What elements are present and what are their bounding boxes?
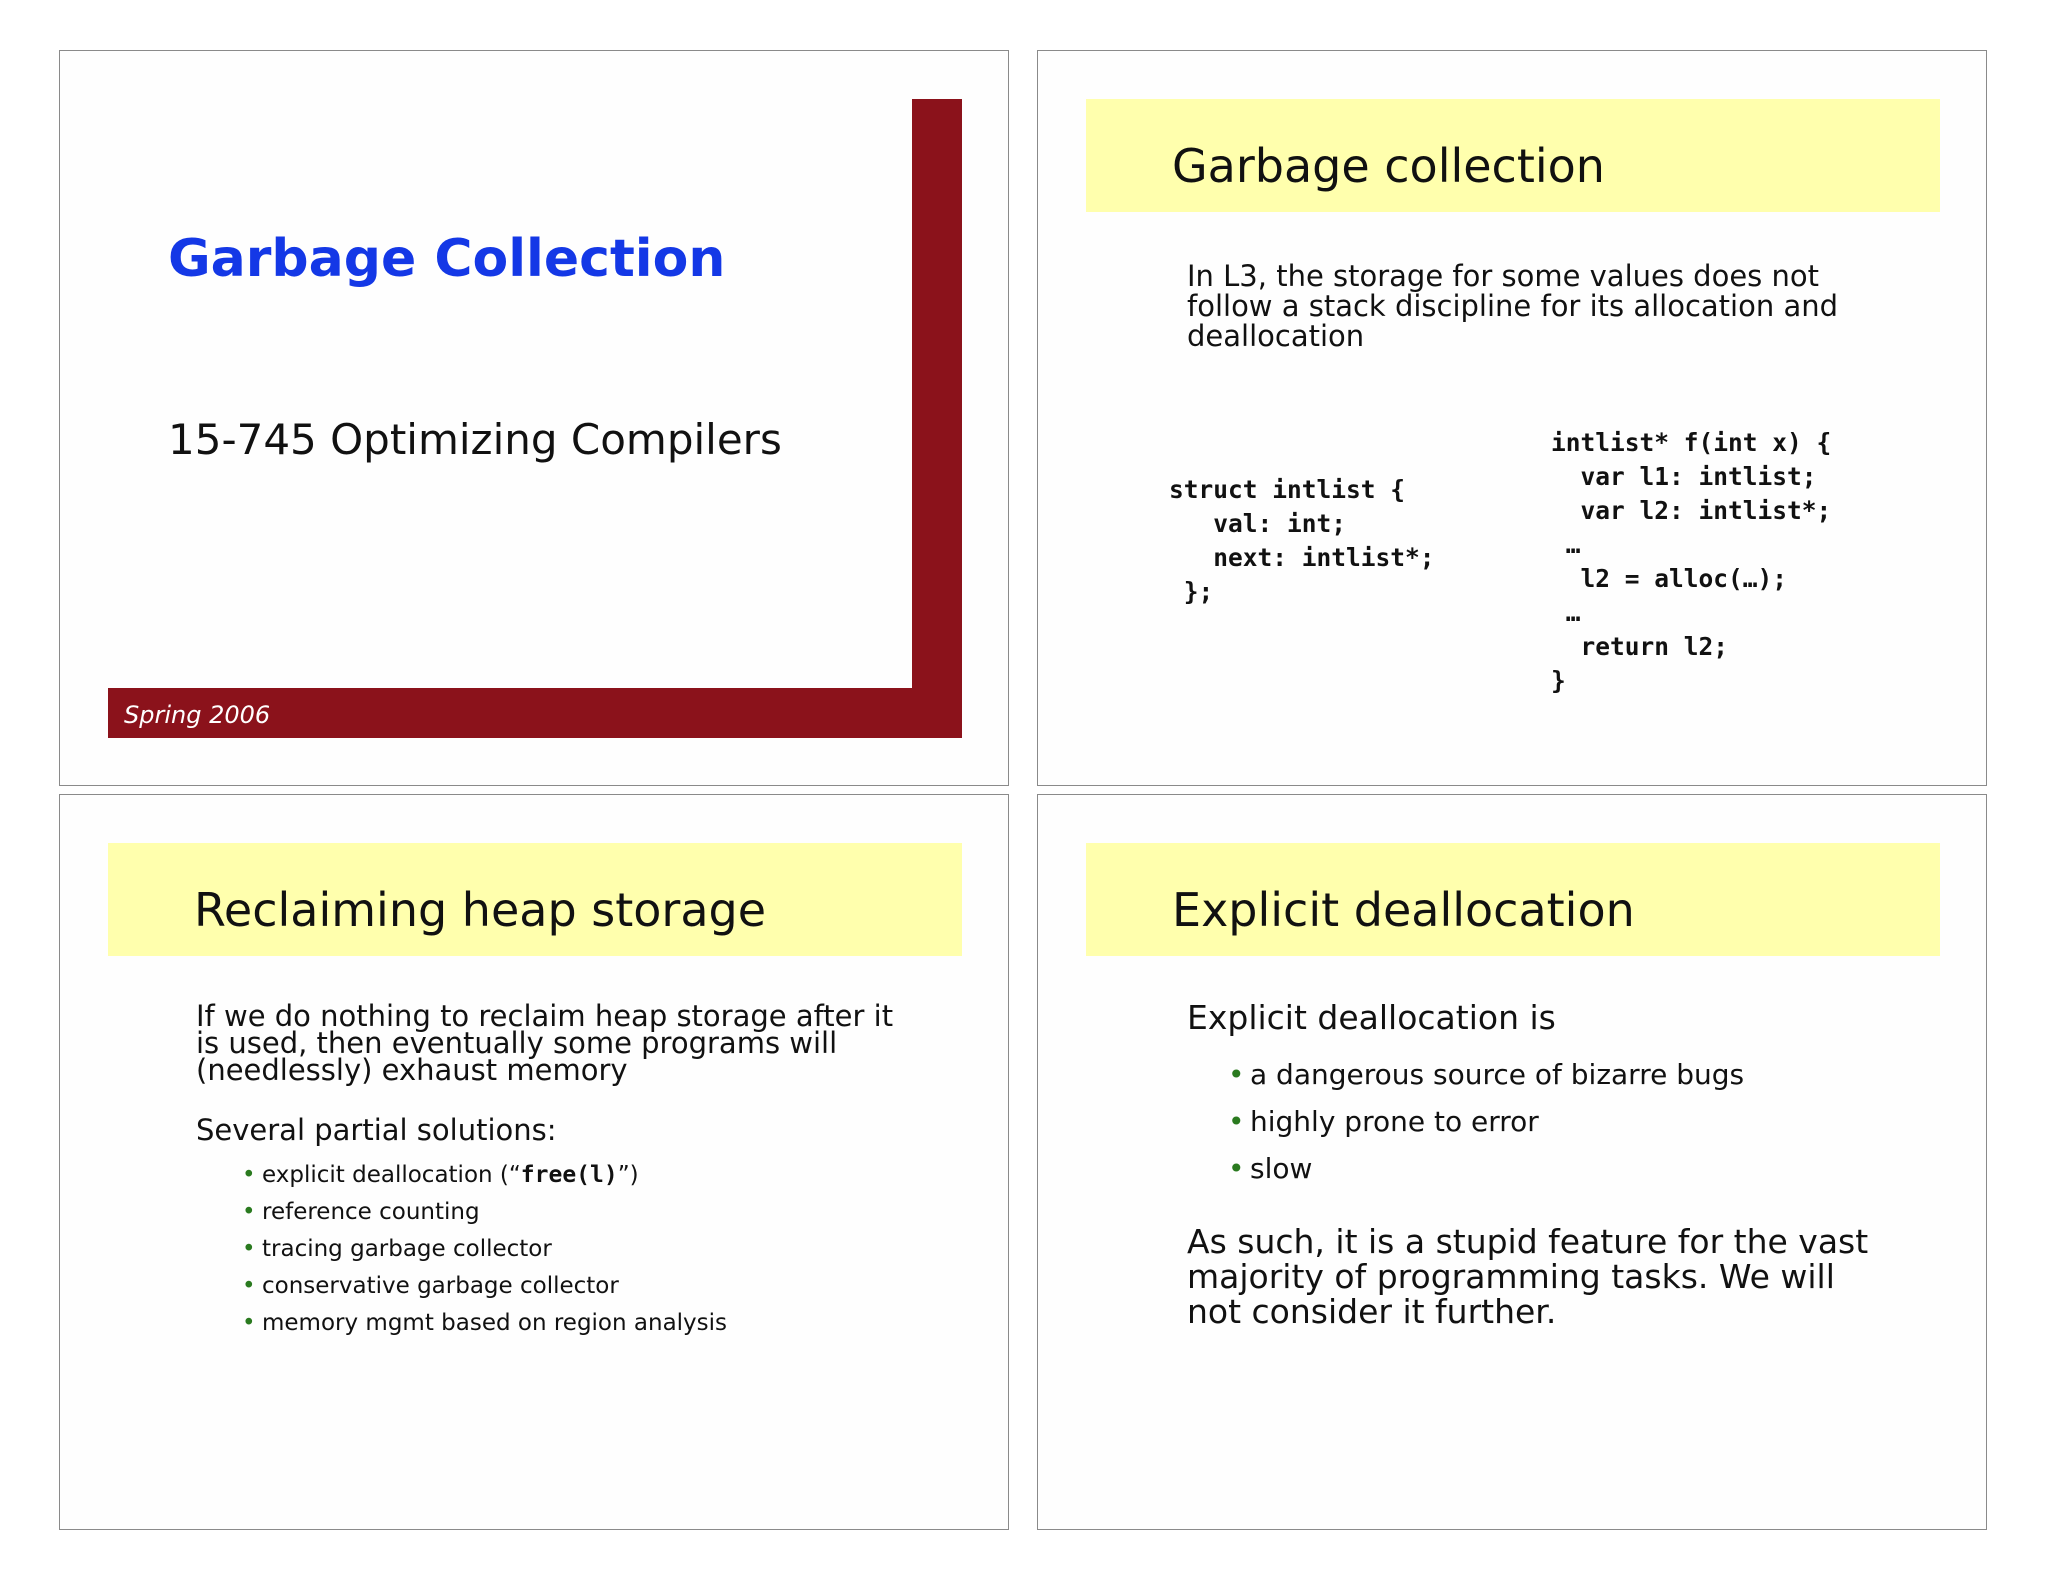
slide-main-title: Garbage Collection [168,229,726,289]
slide-title-band [108,843,962,956]
code-line: var l2: intlist*; [1551,496,1832,525]
bullet-icon: • [1228,1105,1245,1138]
inline-code: free(l) [520,1162,618,1188]
code-line: }; [1169,577,1214,606]
bullet-icon: • [1228,1058,1245,1091]
bullet-icon: • [242,1310,256,1336]
code-struct-block [1169,473,1435,609]
solutions-list-rest [242,1199,727,1347]
slide-title-band [1086,99,1940,212]
slide-title-band [1086,843,1940,956]
decorative-red-bar-vertical [912,99,962,738]
slide-subtitle: 15-745 Optimizing Compilers [168,415,782,464]
slide-garbage-collection [1037,50,1987,786]
code-line: … [1551,530,1581,559]
list-item [242,1236,727,1273]
slide-heading: Reclaiming heap storage [194,883,767,937]
slide-body-text: If we do nothing to reclaim heap storage after it is used, then eventually some programs will (needlessly) exhaust memory [196,999,894,1087]
code-line: val: int; [1169,509,1347,538]
list-item-text: memory mgmt based on region analysis [262,1310,728,1336]
code-function-block [1551,426,1831,698]
solutions-list [242,1162,639,1199]
bullet-icon: • [242,1162,256,1188]
explicit-dealloc-list [1228,1058,1744,1199]
list-item-text: conservative garbage collector [262,1273,619,1299]
list-item: • explicit deallocation (“free(l)”) [242,1162,639,1188]
bullet-icon: • [242,1199,256,1225]
list-item-text: highly prone to error [1250,1105,1539,1138]
bullet-icon: • [242,1236,256,1262]
slide-title [59,50,1009,786]
slide-heading: Explicit deallocation [1172,883,1635,937]
slide-heading: Garbage collection [1172,139,1605,193]
list-item [1228,1105,1744,1152]
code-line: next: intlist*; [1169,543,1435,572]
code-line: return l2; [1551,632,1729,661]
list-item [242,1310,727,1347]
code-line: l2 = alloc(…); [1551,564,1788,593]
list-item-text: reference counting [262,1199,480,1225]
slide-subheading: Several partial solutions: [196,1113,557,1147]
slide-footer-date: Spring 2006 [124,701,271,729]
bullet-icon: • [1228,1152,1245,1185]
list-item-text: a dangerous source of bizarre bugs [1250,1058,1745,1091]
list-item-text: tracing garbage collector [262,1236,552,1262]
bullet-icon: • [242,1273,256,1299]
code-line: struct intlist { [1169,475,1406,504]
slide-body-text: In L3, the storage for some values does not follow a stack discipline for its allocation and deallocation [1187,259,1838,353]
slide-reclaiming-heap [59,794,1009,1530]
slide-conclusion-text: As such, it is a stupid feature for the vast majority of programming tasks. We will not consider it further. [1187,1222,1869,1331]
slide-explicit-deallocation [1037,794,1987,1530]
list-item [242,1273,727,1310]
list-item [242,1199,727,1236]
code-line: } [1551,666,1566,695]
list-item [1228,1152,1744,1199]
slide-intro-text: Explicit deallocation is [1187,998,1556,1037]
list-item [1228,1058,1744,1105]
code-line: intlist* f(int x) { [1551,428,1832,457]
list-item-text: slow [1250,1152,1313,1185]
code-line: … [1551,598,1581,627]
code-line: var l1: intlist; [1551,462,1817,491]
